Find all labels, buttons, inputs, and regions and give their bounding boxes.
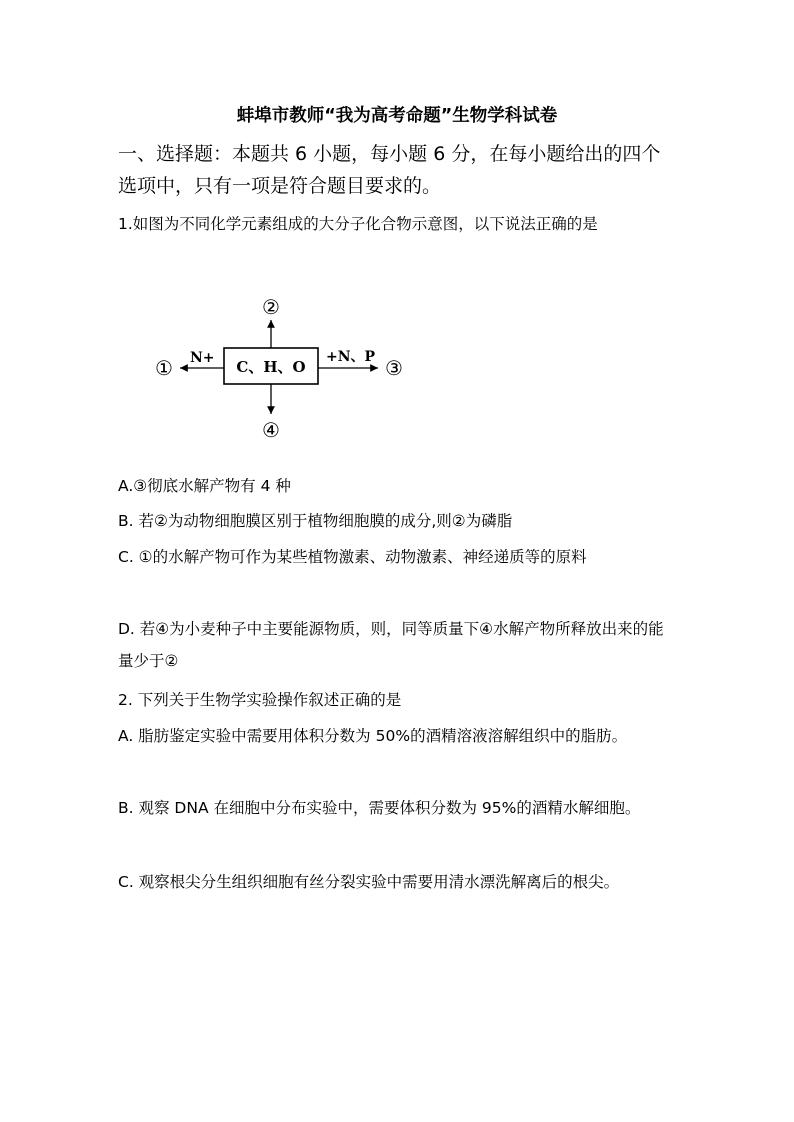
- center-label: C、H、O: [236, 358, 306, 376]
- question-2-stem: 2. 下列关于生物学实验操作叙述正确的是: [118, 691, 402, 709]
- node-4: ④: [262, 418, 280, 442]
- molecule-diagram: [148, 290, 418, 445]
- q1-option-a: A.③彻底水解产物有 4 种: [118, 477, 291, 495]
- question-1-stem: 1.如图为不同化学元素组成的大分子化合物示意图，以下说法正确的是: [118, 215, 598, 233]
- node-2: ②: [262, 295, 280, 319]
- node-3: ③: [385, 356, 403, 380]
- right-label: +N、P: [326, 349, 376, 365]
- q2-option-c: C. 观察根尖分生组织细胞有丝分裂实验中需要用清水漂洗解离后的根尖。: [118, 873, 620, 891]
- q1-option-d: D. 若④为小麦种子中主要能源物质，则，同等质量下④水解产物所释放出来的能量少于②: [118, 620, 664, 670]
- left-label: N+: [190, 350, 215, 366]
- page-title: 蚌埠市教师“我为高考命题”生物学科试卷: [236, 106, 558, 126]
- node-1: ①: [155, 356, 173, 380]
- q1-option-b: B. 若②为动物细胞膜区别于植物细胞膜的成分,则②为磷脂: [118, 512, 513, 530]
- q2-option-b: B. 观察 DNA 在细胞中分布实验中，需要体积分数为 95%的酒精水解细胞。: [118, 799, 641, 817]
- q1-option-c: C. ①的水解产物可作为某些植物激素、动物激素、神经递质等的原料: [118, 548, 587, 566]
- q2-option-a: A. 脂肪鉴定实验中需要用体积分数为 50%的酒精溶液溶解组织中的脂肪。: [118, 727, 628, 745]
- section-heading: 一、选择题：本题共 6 小题，每小题 6 分，在每小题给出的四个选项中，只有一项是符合题目要求的。: [118, 143, 661, 197]
